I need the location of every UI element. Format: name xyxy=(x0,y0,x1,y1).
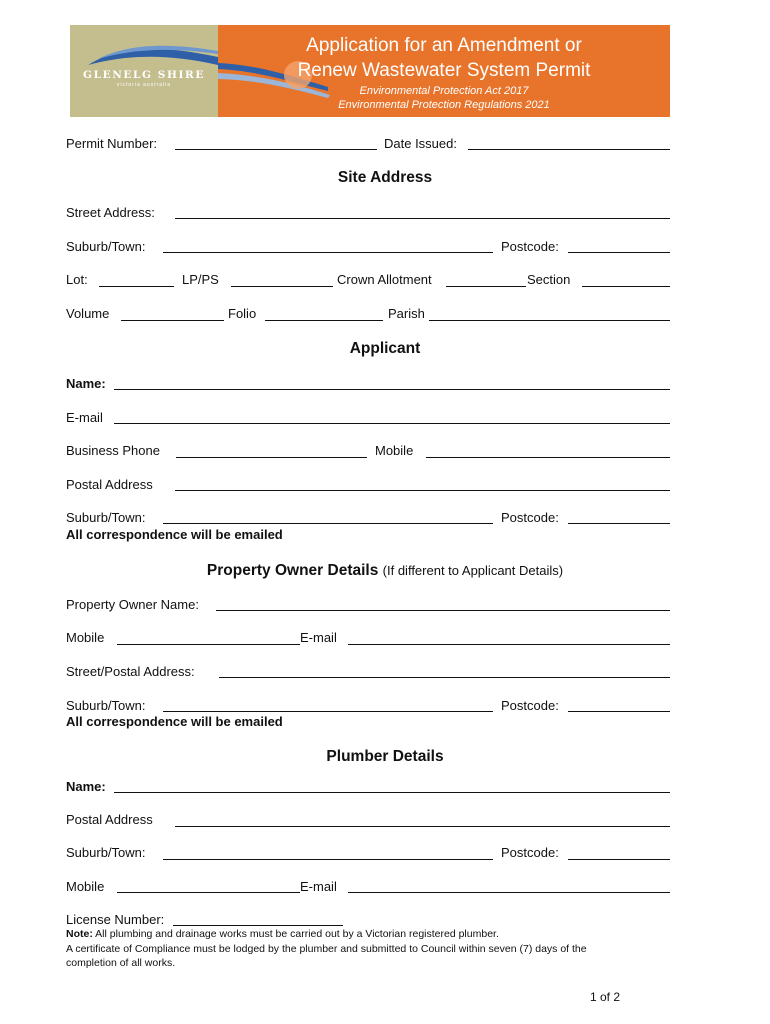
folio-field[interactable] xyxy=(265,320,383,321)
license-number-label: License Number: xyxy=(66,912,165,927)
plumber-email-field[interactable] xyxy=(348,892,670,893)
owner-postcode-field[interactable] xyxy=(568,711,670,712)
plumber-note-line-1 xyxy=(66,928,676,942)
site-postcode-label: Postcode: xyxy=(501,239,559,254)
title-panel xyxy=(218,25,670,117)
note-text: All plumbing and drainage works must be carried out by a Victorian registered plumber. xyxy=(92,928,499,940)
applicant-mobile-field[interactable] xyxy=(426,457,670,458)
crown-allotment-field[interactable] xyxy=(446,286,526,287)
owner-mobile-field[interactable] xyxy=(117,644,300,645)
plumber-name-label: Name: xyxy=(66,779,106,794)
applicant-email-label: E-mail xyxy=(66,410,103,425)
plumber-mobile-field[interactable] xyxy=(117,892,300,893)
business-phone-label: Business Phone xyxy=(66,443,160,458)
plumber-heading: Plumber Details xyxy=(326,748,444,765)
lp-ps-field[interactable] xyxy=(231,286,333,287)
crown-allotment-label: Crown Allotment xyxy=(337,272,432,287)
parish-label: Parish xyxy=(388,306,425,321)
plumber-name-field[interactable] xyxy=(114,792,670,793)
plumber-note-line-3: completion of all works. xyxy=(66,957,176,969)
form-title-line-2: Renew Wastewater System Permit xyxy=(297,60,591,81)
owner-postcode-label: Postcode: xyxy=(501,698,559,713)
applicant-postcode-label: Postcode: xyxy=(501,510,559,525)
applicant-suburb-field[interactable] xyxy=(163,523,493,524)
site-suburb-field[interactable] xyxy=(163,252,493,253)
owner-heading-title: Property Owner Details xyxy=(206,562,379,579)
lot-field[interactable] xyxy=(99,286,174,287)
owner-heading-note: (If different to Applicant Details) xyxy=(382,563,564,578)
owner-street-field[interactable] xyxy=(219,677,670,678)
form-title-line-1: Application for an Amendment or xyxy=(306,35,582,56)
plumber-postcode-field[interactable] xyxy=(568,859,670,860)
date-issued-field[interactable] xyxy=(468,149,670,150)
owner-mobile-label: Mobile xyxy=(66,630,105,645)
plumber-suburb-field[interactable] xyxy=(163,859,493,860)
applicant-heading: Applicant xyxy=(349,340,421,357)
street-address-field[interactable] xyxy=(175,218,670,219)
parish-field[interactable] xyxy=(429,320,670,321)
date-issued-label: Date Issued: xyxy=(384,136,457,151)
lp-ps-label: LP/PS xyxy=(182,272,219,287)
shire-logo xyxy=(70,25,218,117)
site-postcode-field[interactable] xyxy=(568,252,670,253)
license-number-field[interactable] xyxy=(173,925,343,926)
owner-suburb-label: Suburb/Town: xyxy=(66,698,146,713)
applicant-email-field[interactable] xyxy=(114,423,670,424)
section-field[interactable] xyxy=(582,286,670,287)
act-reference: Environmental Protection Act 2017 xyxy=(359,85,529,97)
plumber-mobile-label: Mobile xyxy=(66,879,105,894)
applicant-postcode-field[interactable] xyxy=(568,523,670,524)
folio-label: Folio xyxy=(228,306,257,321)
applicant-postal-field[interactable] xyxy=(175,490,670,491)
owner-name-label: Property Owner Name: xyxy=(66,597,199,612)
permit-number-field[interactable] xyxy=(175,149,377,150)
applicant-name-label: Name: xyxy=(66,376,106,391)
applicant-name-field[interactable] xyxy=(114,389,670,390)
logo-name-text: GLENELG SHIRE xyxy=(83,69,205,81)
plumber-email-label: E-mail xyxy=(300,879,337,894)
site-address-heading: Site Address xyxy=(337,169,433,186)
plumber-note-line-2: A certificate of Compliance must be lodged by the plumber and submitted to Council within seven (7) days of the xyxy=(66,943,587,955)
owner-email-field[interactable] xyxy=(348,644,670,645)
lot-label: Lot: xyxy=(66,272,88,287)
header-banner xyxy=(70,25,670,117)
business-phone-field[interactable] xyxy=(176,457,367,458)
note-prefix: Note: xyxy=(66,928,93,940)
plumber-postal-field[interactable] xyxy=(175,826,670,827)
section-label: Section xyxy=(527,272,571,287)
plumber-postal-label: Postal Address xyxy=(66,812,153,827)
site-suburb-label: Suburb/Town: xyxy=(66,239,146,254)
street-address-label: Street Address: xyxy=(66,205,155,220)
owner-email-label: E-mail xyxy=(300,630,337,645)
owner-heading xyxy=(0,562,770,580)
plumber-postcode-label: Postcode: xyxy=(501,845,559,860)
logo-subtext: victoria australia xyxy=(116,82,172,88)
volume-label: Volume xyxy=(66,306,110,321)
permit-number-label: Permit Number: xyxy=(66,136,158,151)
volume-field[interactable] xyxy=(121,320,224,321)
owner-name-field[interactable] xyxy=(216,610,670,611)
applicant-correspondence-note: All correspondence will be emailed xyxy=(66,527,283,542)
page-number: 1 of 2 xyxy=(590,990,621,1004)
owner-correspondence-note: All correspondence will be emailed xyxy=(66,714,283,729)
owner-street-label: Street/Postal Address: xyxy=(66,664,195,679)
plumber-suburb-label: Suburb/Town: xyxy=(66,845,146,860)
applicant-mobile-label: Mobile xyxy=(375,443,414,458)
regulations-reference: Environmental Protection Regulations 2021 xyxy=(338,99,550,111)
owner-suburb-field[interactable] xyxy=(163,711,493,712)
applicant-postal-label: Postal Address xyxy=(66,477,153,492)
applicant-suburb-label: Suburb/Town: xyxy=(66,510,146,525)
